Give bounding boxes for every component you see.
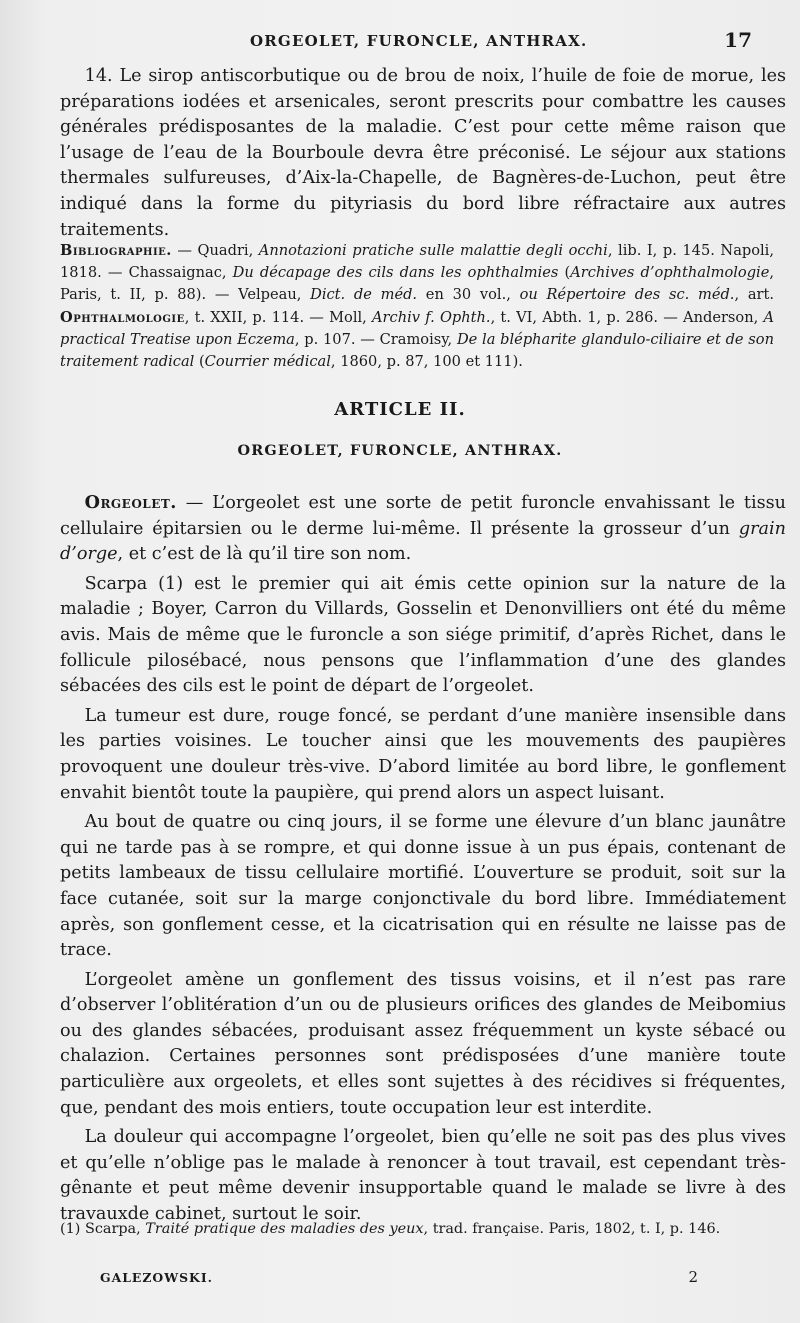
biblio-seg: — Quadri, — [171, 242, 259, 259]
signature-mark: 2 — [688, 1268, 698, 1286]
biblio-seg: , 1860, p. 87, 100 et 111). — [330, 353, 523, 371]
biblio-title: Archives d’ophthalmologie — [570, 264, 770, 282]
biblio-title: Courrier médical — [204, 353, 331, 371]
biblio-title: ou Répertoire des sc. méd. — [519, 286, 735, 304]
paragraph-douleur: La douleur qui accompagne l’orgeolet, bien qu’elle ne soit pas des plus vives et qu’elle n’oblige pas le malade à renoncer à tout travail, est cependant très-gênante et peut même devenir insupportable quand le malade se livre à des travauxde cabinet, surtout le soir. — [60, 1127, 786, 1225]
biblio-seg: , t. XXII, p. 114. — Moll, — [184, 308, 373, 326]
term-orgeolet: Orgeolet. — [84, 492, 177, 513]
footnote — [60, 1218, 776, 1240]
paragraph-complications: L’orgeolet amène un gonflement des tissus voisins, et il n’est pas rare d’observer l’oblitération d’un ou de plusieurs orifices des glandes de Meibomius ou des glandes sébacées, produisant assez fréquemment un kyste sébacé ou chalazion. Certaines personnes sont prédisposées d’une manière toute particulière aux orgeolets, et elles sont sujettes à des récidives si fréquentes, que, pendant des mois entiers, toute occupation leur est interdite. — [60, 969, 786, 1118]
paragraph-orgeolet — [60, 490, 786, 568]
biblio-seg: en 30 vol., — [417, 286, 520, 304]
paragraph-14 — [60, 64, 786, 243]
biblio-seg: , Paris, t. II, p. 88). — Velpeau, — [60, 264, 774, 304]
paragraph-tumeur: La tumeur est dure, rouge foncé, se perdant d’une manière insensible dans les parties voisines. Le toucher ainsi que les mouvements des paupières provoquent une douleur très-vive. D’abord limitée au bord libre, le gonflement envahit bientôt toute la paupière, qui prend alors un aspect luisant. — [60, 705, 786, 803]
page-number: 17 — [724, 28, 752, 52]
article-title: ARTICLE II. — [334, 399, 466, 420]
section-title: ORGEOLET, FURONCLE, ANTHRAX. — [237, 442, 563, 459]
biblio-title: Archiv f. Ophth. — [372, 308, 491, 326]
biblio-seg: , lib. I, p. 145. Napoli, 1818. — Chassaignac, — [60, 242, 774, 282]
biblio-seg: , p. 107. — Cramoisy, — [294, 330, 457, 348]
page-header — [60, 26, 760, 56]
bibliography-label: Bibliographie. — [60, 242, 172, 259]
emphasis: grain d’orge — [60, 518, 786, 565]
running-title: ORGEOLET, FURONCLE, ANTHRAX. — [250, 32, 588, 50]
biblio-smallcaps: Ophthalmologie — [60, 308, 185, 326]
biblio-title: De la blépharite glandulo-ciliaire et de son traitement radical — [60, 330, 774, 371]
page-footer — [60, 1270, 740, 1292]
footnote-text: , trad. française. Paris, 1802, t. I, p. 146. — [423, 1221, 721, 1237]
biblio-title: Dict. de méd. — [310, 286, 418, 304]
paragraph-text: , et c’est de là qu’il tire son nom. — [117, 544, 412, 565]
footnote-text: (1) Scarpa, — [60, 1221, 146, 1237]
paragraph-text: — L’orgeolet est une sorte de petit furoncle envahissant le tissu cellulaire épitarsien ou le derme lui-même. Il présente la grosseur d’un — [60, 493, 786, 539]
article-body — [60, 490, 786, 1228]
footnote-title: Traité pratique des maladies des yeux — [145, 1221, 424, 1237]
biblio-title: Du décapage des cils dans les ophthalmies — [232, 264, 559, 282]
paragraph-number: 14. — [84, 66, 113, 86]
paragraph-evolution: Au bout de quatre ou cinq jours, il se forme une élevure d’un blanc jaunâtre qui ne tarde pas à se rompre, et qui donne issue à un pus épais, contenant de petits lambeaux de tissu cellulaire mortifié. L’ouverture se produit, soit sur la face cutanée, soit sur la marge conjonctivale du bord libre. Immédiatement après, son gonflement cesse, et la cicatrisation qui en résulte ne laisse pas de trace. — [60, 812, 786, 961]
biblio-seg: , art. — [734, 286, 775, 304]
biblio-title: Annotazioni pratiche sulle malattie degli occhi — [258, 242, 608, 259]
biblio-seg: ( — [558, 264, 571, 282]
biblio-seg: ( — [194, 353, 205, 371]
biblio-seg: , t. VI, Abth. 1, p. 286. — Anderson, — [490, 308, 764, 326]
footer-author: GALEZOWSKI. — [100, 1270, 213, 1285]
intro-paragraph — [60, 64, 786, 243]
biblio-title: A practical Treatise upon Eczema — [60, 308, 774, 348]
paragraph-scarpa: Scarpa (1) est le premier qui ait émis cette opinion sur la nature de la maladie ; Boyer, Carron du Villards, Gosselin et Denonvilliers ont été du même avis. Mais de même que le furoncle a son siége primitif, d’après Richet, dans le follicule pilosébacé, nous pensons que l’inflammation d’une des glandes sébacées des cils est le point de départ de l’orgeolet. — [60, 573, 786, 697]
bibliography — [60, 240, 774, 373]
paragraph-text: Le sirop antiscorbutique ou de brou de noix, l’huile de foie de morue, les préparations iodées et arsenicales, seront prescrits pour combattre les causes générales prédisposantes de la maladie. C’est pour cette même raison que l’usage de l’eau de la Bourboule devra être préconisé. Le séjour aux stations thermales sulfureuses, d’Aix-la-Chapelle, de Bagnères-de-Luchon, peut être indiqué dans la forme du pityriasis du bord libre réfractaire aux autres traitements. — [60, 66, 787, 240]
